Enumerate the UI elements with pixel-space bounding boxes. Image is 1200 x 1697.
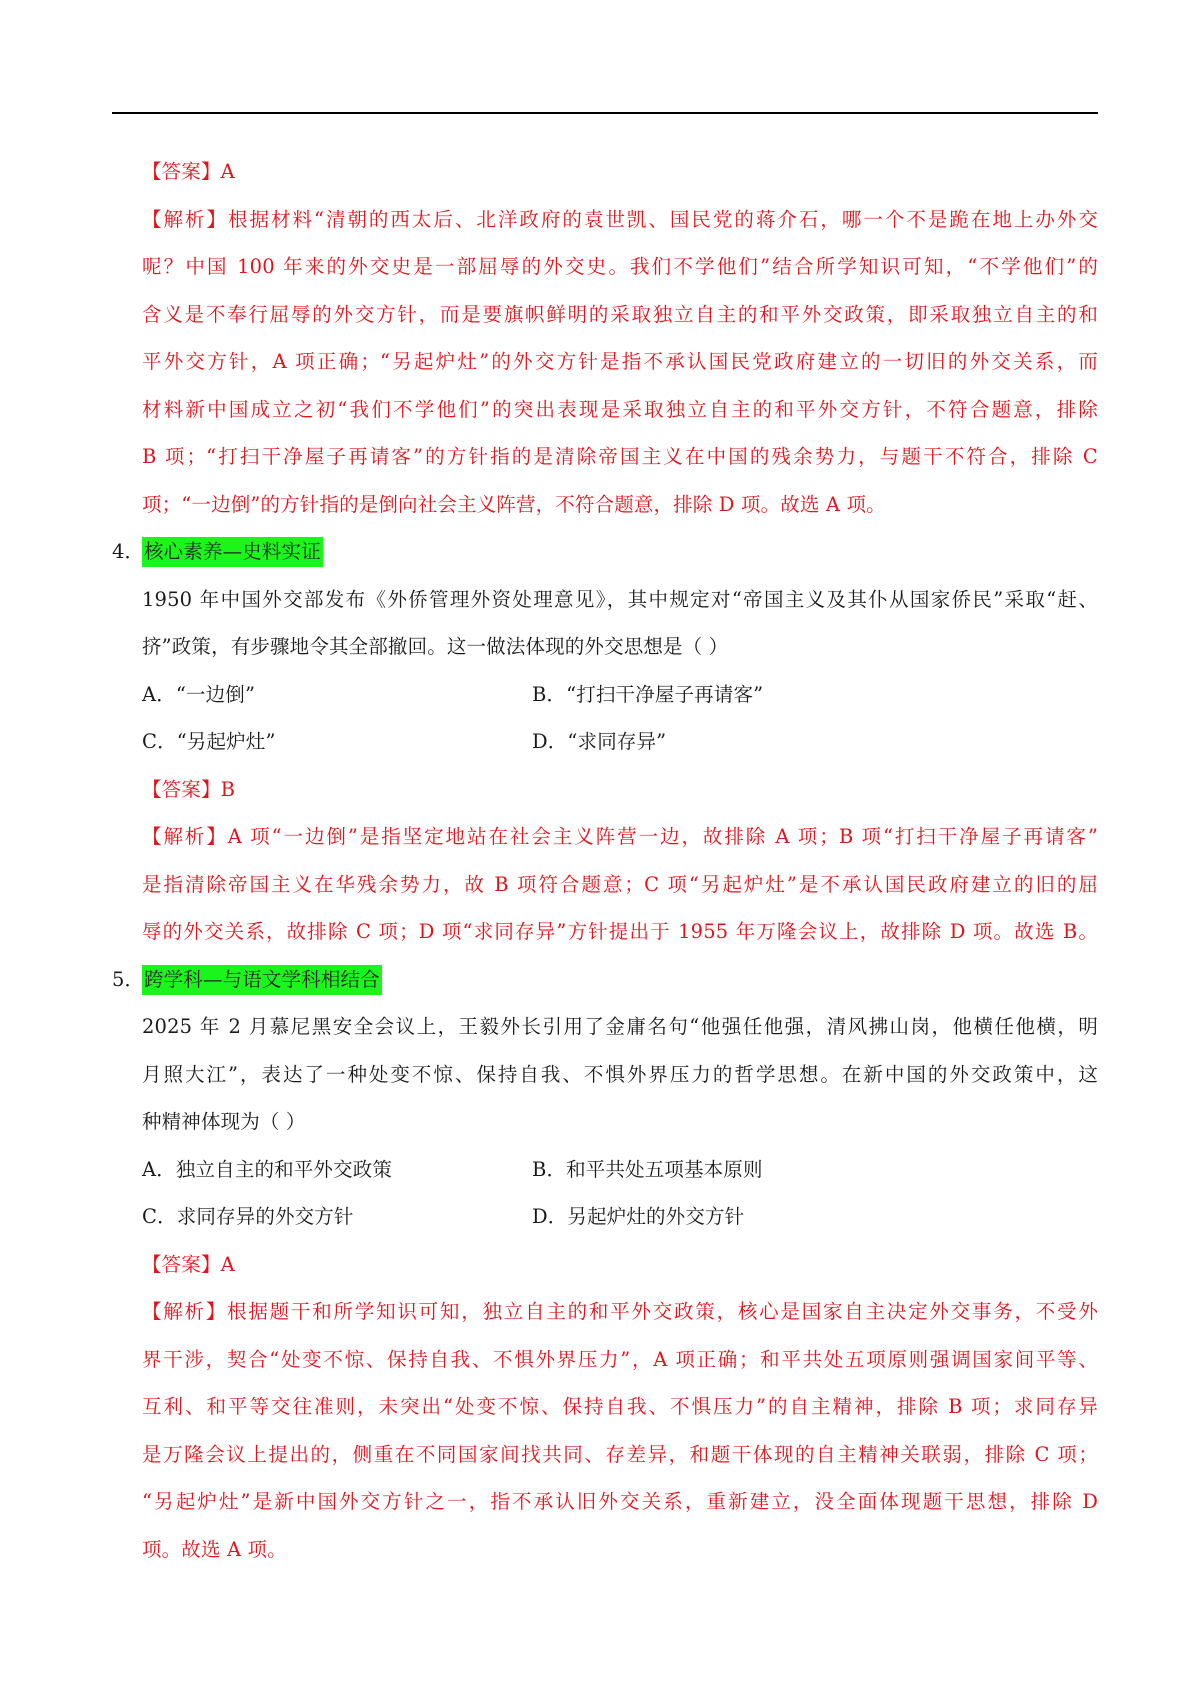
- q5-analysis-line: 界干涉，契合“处变不惊、保持自我、不惧外界压力”，A 项正确；和平共处五项原则强调国家间平等、: [142, 1347, 1098, 1371]
- q3-analysis-line: 平外交方针，A 项正确；“另起炉灶”的外交方针是指不承认国民党政府建立的一切旧的外交关系，而: [142, 350, 1098, 373]
- q3-analysis-line: 项；“一边倒”的方针指的是倒向社会主义阵营，不符合题意，排除 D 项。故选 A 项。: [142, 492, 886, 516]
- q5-stem-line: 种精神体现为（ ）: [142, 1110, 306, 1133]
- q5-stem-line: 2025 年 2 月慕尼黑安全会议上，王毅外长引用了金庸名句“他强任他强，清风拂山岗，他横任他横，明: [142, 1015, 1098, 1038]
- q4-options-row: [142, 671, 1098, 719]
- q3-analysis-line: 含义是不奉行屈辱的外交方针，而是要旗帜鲜明的采取独立自主的和平外交政策，即采取独立自主的和: [142, 302, 1098, 326]
- q5-answer: 【答案】A: [142, 1252, 235, 1276]
- q4-stem-line: 挤”政策，有步骤地令其全部撤回。这一做法体现的外交思想是（ ）: [142, 635, 729, 658]
- q5-analysis-line: 【解析】根据题干和所学知识可知，独立自主的和平外交政策，核心是国家自主决定外交事务，不受外: [142, 1300, 1098, 1323]
- q4-number: 4．: [112, 540, 145, 563]
- q4-analysis-line: 【解析】A 项“一边倒”是指坚定地站在社会主义阵营一边，故排除 A 项；B 项“打扫干净屋子再请客”: [142, 825, 1098, 848]
- q5-options-row: [142, 1146, 1098, 1194]
- q4-options-row: [142, 718, 1098, 766]
- q5-option-a: A．独立自主的和平外交政策: [142, 1157, 393, 1181]
- q5-option-c: C．求同存异的外交方针: [142, 1205, 354, 1228]
- q5-stem-line: 月照大江”，表达了一种处变不惊、保持自我、不惧外界压力的哲学思想。在新中国的外交政策中，这: [142, 1062, 1098, 1086]
- q5-number: 5．: [112, 967, 145, 991]
- q4-analysis-line: 辱的外交关系，故排除 C 项；D 项“求同存异”方针提出于 1955 年万隆会议上，故排除 D 项。故选 B。: [142, 920, 1098, 943]
- q3-analysis-line: 【解析】根据材料“清朝的西太后、北洋政府的袁世凯、国民党的蒋介石，哪一个不是跪在地上办外交: [142, 207, 1098, 231]
- q4-header: [112, 528, 1098, 576]
- q4-skill-tag: 核心素养—史料实证: [142, 537, 323, 567]
- q5-analysis-line: “另起炉灶”是新中国外交方针之一，指不承认旧外交关系，重新建立，没全面体现题干思想，排除 D: [142, 1490, 1098, 1513]
- q3-analysis-line: B 项；“打扫干净屋子再请客”的方针指的是清除帝国主义在中国的残余势力，与题干不符合，排除 C: [142, 445, 1098, 468]
- page-content: [112, 148, 1098, 1573]
- q5-options-row: [142, 1193, 1098, 1241]
- q4-option-d: D．“求同存异”: [532, 730, 667, 753]
- q4-answer: 【答案】B: [142, 777, 236, 801]
- q5-header: [112, 956, 1098, 1004]
- q3-analysis-line: 呢？中国 100 年来的外交史是一部屈辱的外交史。我们不学他们”结合所学知识可知，“不学他们”的: [142, 255, 1098, 278]
- q5-analysis-line: 互利、和平等交往准则，未突出“处变不惊、保持自我、不惧压力”的自主精神，排除 B 项；求同存异: [142, 1395, 1098, 1418]
- q3-answer: 【答案】A: [142, 160, 235, 183]
- q4-option-b: B．“打扫干净屋子再请客”: [532, 682, 764, 706]
- q5-option-b: B．和平共处五项基本原则: [532, 1157, 763, 1181]
- q5-option-d: D．另起炉灶的外交方针: [532, 1205, 745, 1228]
- q4-analysis-line: 是指清除帝国主义在华残余势力，故 B 项符合题意；C 项“另起炉灶”是不承认国民政府建立的旧的屈: [142, 872, 1098, 896]
- q3-analysis-line: 材料新中国成立之初“我们不学他们”的突出表现是采取独立自主的和平外交方针，不符合题意，排除: [142, 397, 1098, 421]
- q4-option-a: A．“一边倒”: [142, 682, 256, 706]
- q5-skill-tag: 跨学科—与语文学科相结合: [142, 965, 382, 995]
- q5-analysis-line: 项。故选 A 项。: [142, 1537, 287, 1561]
- q5-analysis-line: 是万隆会议上提出的，侧重在不同国家间找共同、存差异，和题干体现的自主精神关联弱，排除 C 项；: [142, 1442, 1098, 1466]
- q4-stem-line: 1950 年中国外交部发布《外侨管理外资处理意见》，其中规定对“帝国主义及其仆从国家侨民”采取“赶、: [142, 587, 1098, 611]
- q4-option-c: C．“另起炉灶”: [142, 730, 276, 753]
- header-rule: [112, 112, 1098, 114]
